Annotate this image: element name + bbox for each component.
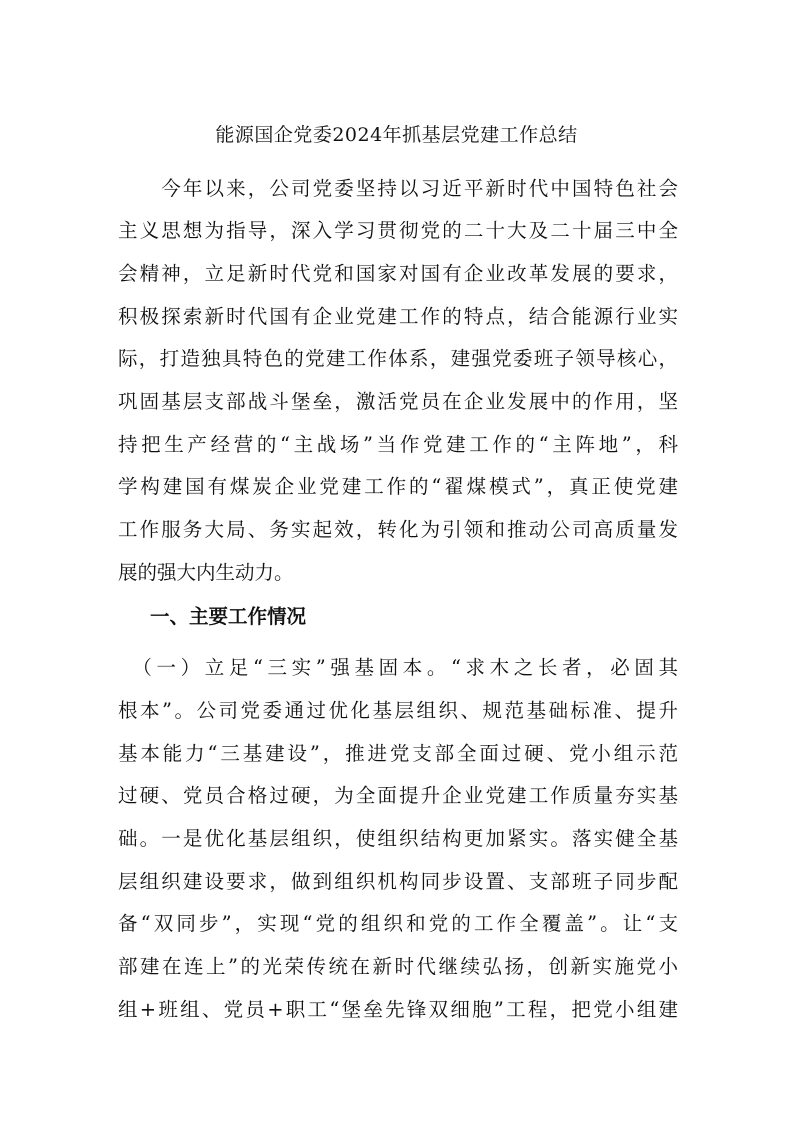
document-title: 能源国企党委2024年抓基层党建工作总结 [215, 124, 578, 146]
section-line-2: 根本”。公司党委通过优化基层组织、规范基础标准、提升 [118, 699, 678, 722]
intro-line-7: 持把生产经营的“主战场”当作党建工作的“主阵地”，科 [118, 433, 678, 456]
intro-line-4: 积极探索新时代国有企业党建工作的特点，结合能源行业实 [118, 305, 678, 328]
section-line-3: 基本能力“三基建设”，推进党支部全面过硬、党小组示范 [118, 742, 678, 765]
section-line-8: 部建在连上”的光荣传统在新时代继续弘扬，创新实施党小 [118, 955, 678, 978]
section-line-5: 础。一是优化基层组织，使组织结构更加紧实。落实健全基 [118, 827, 678, 850]
intro-line-10: 展的强大内生动力。 [118, 561, 294, 584]
section-line-9: 组+班组、党员+职工“堡垒先锋双细胞”工程，把党小组建 [118, 998, 678, 1021]
section-line-7: 备“双同步”，实现“党的组织和党的工作全覆盖”。让“支 [118, 912, 678, 935]
intro-line-8: 学构建国有煤炭企业党建工作的“翟煤模式”，真正使党建 [118, 475, 678, 498]
intro-line-3: 会精神，立足新时代党和国家对国有企业改革发展的要求， [118, 262, 678, 285]
intro-line-9: 工作服务大局、务实起效，转化为引领和推动公司高质量发 [118, 518, 678, 541]
intro-line-1: 今年以来，公司党委坚持以习近平新时代中国特色社会 [118, 177, 678, 200]
intro-line-5: 际，打造独具特色的党建工作体系，建强党委班子领导核心， [118, 347, 678, 370]
section-heading: 一、主要工作情况 [150, 605, 307, 628]
section-line-6: 层组织建设要求，做到组织机构同步设置、支部班子同步配 [118, 870, 678, 893]
intro-line-2: 主义思想为指导，深入学习贯彻党的二十大及二十届三中全 [118, 219, 678, 242]
section-line-1: （一）立足“三实”强基固本。“求木之长者，必固其 [118, 656, 678, 679]
section-line-4: 过硬、党员合格过硬，为全面提升企业党建工作质量夯实基 [118, 784, 678, 807]
intro-line-6: 巩固基层支部战斗堡垒，激活党员在企业发展中的作用，坚 [118, 390, 678, 413]
